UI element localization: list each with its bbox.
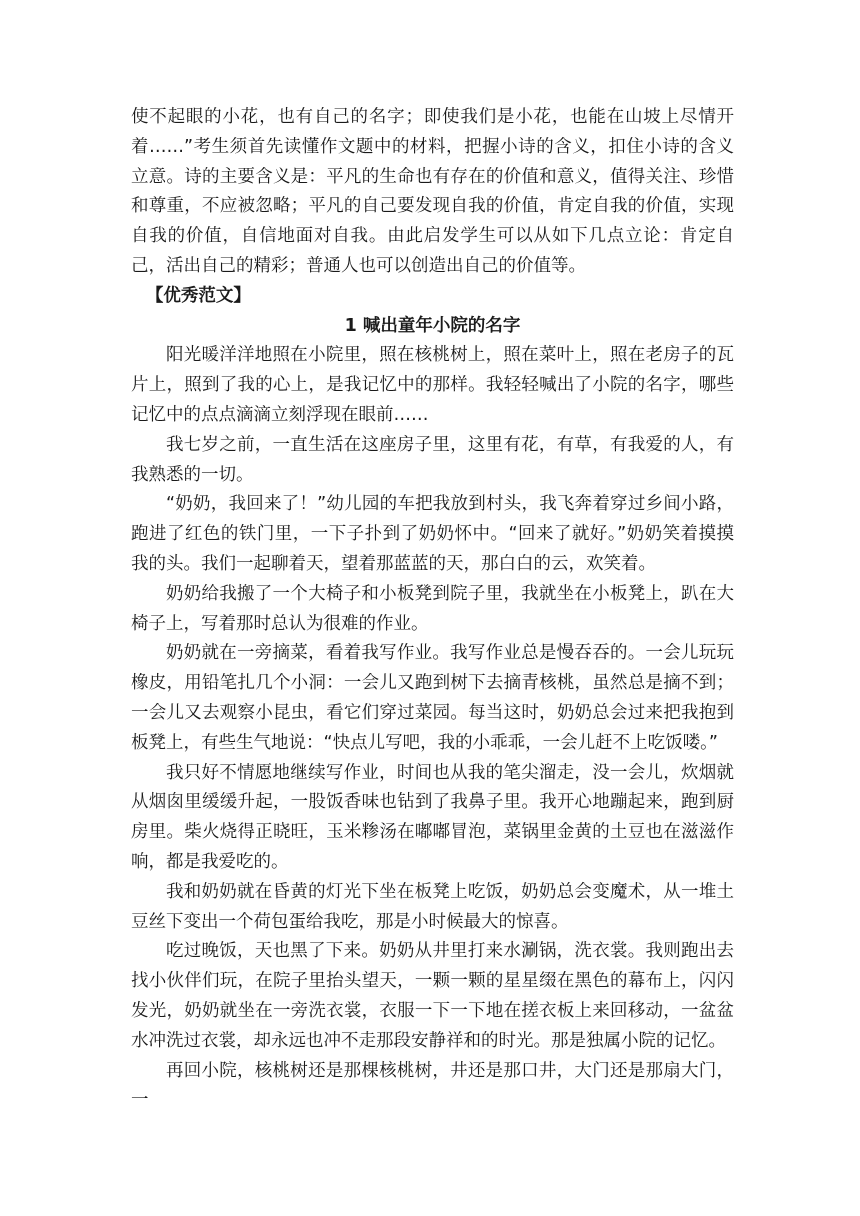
essay-paragraph: 奶奶就在一旁摘菜，看着我写作业。我写作业总是慢吞吞的。一会儿玩玩橡皮，用铅笔扎几个小洞：一会儿又跑到树下去摘青核桃，虽然总是摘不到；一会儿又去观察小昆虫，看它们穿过菜园。每当这时，奶奶总会过来把我抱到板凳上，有些生气地说：“快点儿写吧，我的小乖乖，一会儿赶不上吃饭喽。”	[131, 643, 734, 753]
essay-paragraph: 吃过晚饭，天也黑了下来。奶奶从井里打来水涮锅，洗衣裳。我则跑出去找小伙伴们玩，在院子里抬头望天，一颗一颗的星星缀在黑色的幕布上，闪闪发光，奶奶就坐在一旁洗衣裳，衣服一下一下地在搓衣板上来回移动，一盆盆水冲洗过衣裳，却永远也冲不走那段安静祥和的时光。那是独属小院的记忆。	[131, 941, 734, 1051]
document-page	[131, 103, 734, 1116]
essay-paragraph: 我和奶奶就在昏黄的灯光下坐在板凳上吃饭，奶奶总会变魔术，从一堆土豆丝下变出一个荷包蛋给我吃，那是小时候最大的惊喜。	[131, 881, 734, 932]
essay-paragraph: 我七岁之前，一直生活在这座房子里，这里有花，有草，有我爱的人，有我熟悉的一切。	[131, 434, 734, 485]
essay-paragraph: 奶奶给我搬了一个大椅子和小板凳到院子里，我就坐在小板凳上，趴在大椅子上，写着那时总认为很难的作业。	[131, 583, 734, 634]
intro-paragraph: 使不起眼的小花，也有自己的名字；即使我们是小花，也能在山坡上尽情开着……”考生须首先读懂作文题中的材料，把握小诗的含义，扣住小诗的含义立意。诗的主要含义是：平凡的生命也有存在的价值和意义，值得关注、珍惜和尊重，不应被忽略；平凡的自己要发现自我的价值，肯定自我的价值，实现自我的价值，自信地面对自我。由此启发学生可以从如下几点立论：肯定自己，活出自己的精彩；普通人也可以创造出自己的价值等。	[131, 107, 734, 276]
essay-paragraph: 再回小院，核桃树还是那棵核桃树，井还是那口井，大门还是那扇大门，一	[131, 1060, 734, 1111]
section-heading: 【优秀范文】	[145, 285, 251, 306]
essay-paragraph: “奶奶，我回来了！”幼儿园的车把我放到村头，我飞奔着穿过乡间小路，跑进了红色的铁门里，一下子扑到了奶奶怀中。“回来了就好。”奶奶笑着摸摸我的头。我们一起聊着天，望着那蓝蓝的天，那白白的云，欢笑着。	[131, 494, 734, 574]
essay-paragraph: 我只好不情愿地继续写作业，时间也从我的笔尖溜走，没一会儿，炊烟就从烟囱里缓缓升起，一股饭香味也钻到了我鼻子里。我开心地蹦起来，跑到厨房里。柴火烧得正晓旺，玉米糁汤在嘟嘟冒泡，菜锅里金黄的土豆也在滋滋作响，都是我爱吃的。	[131, 762, 734, 872]
essay-paragraph: 阳光暖洋洋地照在小院里，照在核桃树上，照在菜叶上，照在老房子的瓦片上，照到了我的心上，是我记忆中的那样。我轻轻喊出了小院的名字，哪些记忆中的点点滴滴立刻浮现在眼前……	[131, 345, 734, 425]
essay-title: 1 喊出童年小院的名字	[344, 315, 521, 336]
